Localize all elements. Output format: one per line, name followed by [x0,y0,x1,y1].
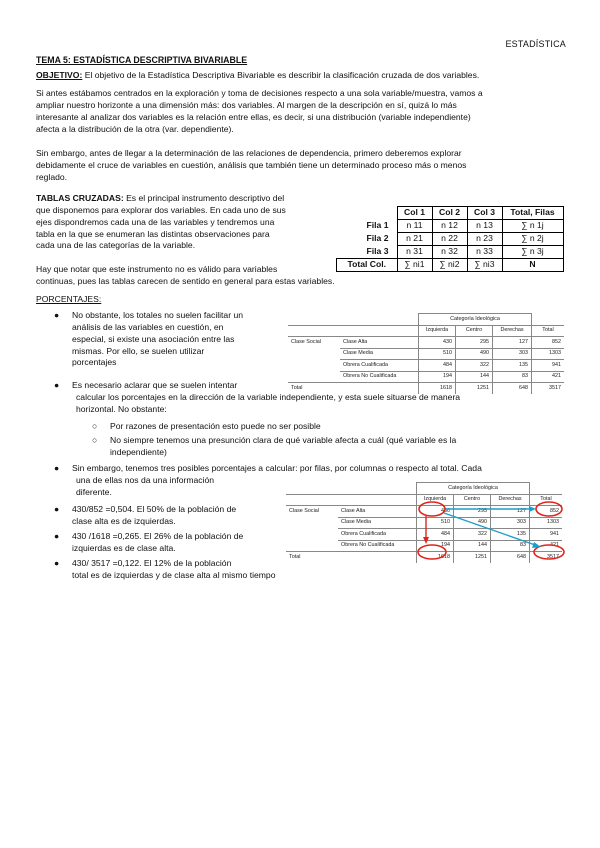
blank-cell [288,360,340,372]
document-subject-header: ESTADÍSTICA [505,39,566,49]
cross-table [336,206,564,272]
text-line: Hay que notar que este instrumento no es válido para variables [36,264,278,274]
table-cell: 941 [532,360,565,372]
bullet-item [72,504,282,528]
row-header: Clase Media [338,517,417,529]
table-cell: n 11 [397,220,432,233]
table-cell: 127 [493,337,532,349]
column-header: Total [532,325,565,337]
table-cell: 1303 [532,348,565,360]
objetivo-text: El objetivo de la Estadística Descriptiva Bivariable es describir la clasificación cruzada de dos variables. [82,70,480,80]
table-cell: 83 [493,371,532,383]
table-cell: 303 [491,517,530,529]
text-line: Es necesario aclarar que se suelen intentar [72,380,238,390]
table-row [337,233,564,246]
table-cell: n 32 [432,246,467,259]
row-header: Obrera No Cualificada [340,371,419,383]
annotation-overlay [286,482,586,572]
text-line: afecta a la distribución de la otra (var. dependiente). [36,123,234,134]
column-header: Derechas [493,325,532,337]
column-header: Centro [454,494,491,506]
table-cell: ∑ n 3j [502,246,563,259]
table-cell: 648 [493,383,532,394]
diagonal-arrow [444,513,538,546]
text-line: 430/ 3517 =0,122. El 12% de la población [72,558,232,568]
text-line: reglado. [36,171,68,182]
text-line: Sin embargo, tenemos tres posibles porcentajes a calcular: por filas, por columnas o respecto al total. Cada [72,463,482,473]
table-cell: 135 [493,360,532,372]
nota-paragraph [36,264,564,288]
column-header: Izquierda [419,325,456,337]
row-header: Obrera Cualificada [338,529,417,541]
bullet-dot: ● [54,558,60,568]
text-line: No siempre tenemos una presunción clara de qué variable afecta a cuál (qué variable es la [110,435,457,445]
table-cell: 648 [491,552,530,563]
text-line: Si antes estábamos centrados en la exploración y toma de decisiones respecto a una sola variable/muestra, vamos a [36,88,483,98]
cross-table-container [336,206,564,272]
column-header: Derechas [491,494,530,506]
blank-cell [288,348,340,360]
table-cell: 430 [419,337,456,349]
table-cell: 1303 [530,517,563,529]
text-line: total es de izquierdas y de clase alta al mismo tiempo [72,569,276,580]
diagonal-arrow-head [532,542,541,548]
text-line: análisis de las variables en cuestión, en [72,321,224,332]
table-cell: 852 [532,337,565,349]
blank-cell [340,325,419,337]
row-header: Total Col. [337,259,398,272]
circle-annotation [419,502,445,516]
text-line: que disponemos para explorar dos variables. En cada uno de sus [36,204,286,215]
bullet-item [72,531,282,555]
table-cell: 295 [454,506,491,518]
row-variable-label: Clase Social [286,506,338,518]
table-cell: 430 [417,506,454,518]
table-cell: N [502,259,563,272]
table-cell: ∑ n 1j [502,220,563,233]
objetivo-label: OBJETIVO: [36,70,83,80]
column-header: Centro [456,325,493,337]
table-cell: 144 [456,371,493,383]
table-cell: n 21 [397,233,432,246]
table-cell: ∑ ni2 [432,259,467,272]
text-line: ampliar nuestro horizonte a una dimensión más: dos variables. Al margen de la descripción en sí, quizá lo más [36,99,457,110]
intro-paragraph [36,88,564,135]
text-line: ejes dispondremos cada una de las variables y tendremos una [36,216,275,227]
table-cell: 484 [419,360,456,372]
table-cell: ∑ ni1 [397,259,432,272]
row-header: Clase Alta [340,337,419,349]
text-line: 430 /1618 =0,265. El 26% de la población de [72,531,244,541]
bullet-dot: ● [54,531,60,541]
text-line: No obstante, los totales no suelen facilitar un [72,310,244,320]
table-cell: 1251 [456,383,493,394]
corner-cell [337,207,398,220]
table-row [337,220,564,233]
table-cell: ∑ n 2j [502,233,563,246]
table-cell: n 12 [432,220,467,233]
column-header: Col 3 [467,207,502,220]
blank-cell [340,314,419,326]
table-cell: n 13 [467,220,502,233]
text-line: debidamente el cruce de variables en cuestión, análisis que también tiene un determinado proceso más o menos [36,159,467,170]
row-header: Obrera Cualificada [340,360,419,372]
bullet-dot: ● [54,380,60,390]
table-cell: 303 [493,348,532,360]
bullet-dot: ● [54,504,60,514]
table-cell: 1618 [417,552,454,563]
table-cell: 83 [491,540,530,552]
text-line: 430/852 =0,504. El 50% de la población de [72,504,237,514]
table-cell: 484 [417,529,454,541]
group-header: Categoría Ideológica [417,483,530,495]
text-line: calcular los porcentajes en la dirección de la variable independiente, y esta suele situarse de manera [76,391,461,402]
table-cell: 490 [454,517,491,529]
table-cell: 421 [530,540,563,552]
text-line: cada una de las categorías de la variable. [36,240,196,251]
table-cell: 295 [456,337,493,349]
table-cell: 322 [456,360,493,372]
text-line: Sin embargo, antes de llegar a la determinación de las relaciones de dependencia, primero deberemos explorar [36,148,462,158]
text-line: diferente. [76,486,112,497]
tablas-label: TABLAS CRUZADAS: [36,193,124,203]
text-line: izquierdas es de clase alta. [72,542,176,553]
column-arrow-head [423,537,429,544]
text-line: una de ellas nos da una información [76,474,215,485]
spss-table-2-container [286,482,562,563]
row-header: Clase Alta [338,506,417,518]
table-cell: 510 [417,517,454,529]
table-cell: n 23 [467,233,502,246]
row-header: Clase Media [340,348,419,360]
objetivo-paragraph [36,70,564,82]
total-label: Total [286,552,338,563]
group-header: Categoría Ideológica [419,314,532,326]
sub-bullet-circle: ○ [92,435,98,445]
table-row [337,246,564,259]
table-cell: 194 [419,371,456,383]
table-cell: 127 [491,506,530,518]
row-header: Fila 2 [366,233,389,244]
text-line: horizontal. No obstante: [76,403,167,414]
tablas-cruzadas-paragraph [36,193,336,252]
table-cell: 421 [532,371,565,383]
blank-cell [532,314,565,326]
text-line: interesante al analizar dos variables es la relación entre ellas, es decir, si una distribución (variable independiente) [36,111,471,122]
bullet-item [72,380,562,416]
text-line: clase alta es de izquierdas. [72,515,176,526]
text-line: porcentajes [72,357,117,368]
sub-bullet-item [110,435,550,459]
table-cell: n 22 [432,233,467,246]
column-header: Col 2 [432,207,467,220]
table-cell: 144 [454,540,491,552]
second-paragraph [36,148,564,184]
sub-bullet-circle: ○ [92,421,98,431]
table-cell: 3517 [532,383,565,394]
total-label: Total [288,383,340,394]
table-cell: 1251 [454,552,491,563]
bullet-dot: ● [54,463,60,473]
blank-cell [288,325,340,337]
table-cell: 1618 [419,383,456,394]
text-line: Es el principal instrumento descriptivo del [123,193,285,203]
text-line: Por razones de presentación esto puede no ser posible [110,421,321,431]
circle-annotation [418,545,446,559]
table-cell: 941 [530,529,563,541]
table-cell: 135 [491,529,530,541]
column-header: Izquierda [417,494,454,506]
text-line: continuas, pues las tablas carecen de sentido en general para estas variables. [36,275,335,286]
table-cell: 3517 [530,552,563,563]
row-header: Obrera No Cualificada [338,540,417,552]
row-arrow-head [529,506,536,512]
text-line: especial, si existe una asociación entre las [72,333,235,344]
column-header: Total, Filas [502,207,563,220]
table-cell: 490 [456,348,493,360]
porcentajes-heading: PORCENTAJES: [36,294,102,304]
blank-cell [288,314,340,326]
row-header: Fila 3 [366,245,389,256]
text-line: tabla en la que se enumeran las distintas observaciones para [36,228,270,239]
row-header: Fila 1 [366,220,389,231]
bullet-dot: ● [54,310,60,320]
table-cell: 852 [530,506,563,518]
table-cell: 322 [454,529,491,541]
page-title: TEMA 5: ESTADÍSTICA DESCRIPTIVA BIVARIABLE [36,55,248,65]
circle-annotation [536,502,562,516]
table-cell: ∑ ni3 [467,259,502,272]
column-header: Total [530,494,563,506]
bullet-item [72,310,282,369]
text-line: mismas. Por ello, se suelen utilizar [72,345,205,356]
table-cell: n 31 [397,246,432,259]
table-cell: 510 [419,348,456,360]
table-cell: 194 [417,540,454,552]
sub-bullet-item [110,421,550,433]
column-header: Col 1 [397,207,432,220]
text-line: independiente) [110,446,167,457]
row-variable-label: Clase Social [288,337,340,349]
table-cell: n 33 [467,246,502,259]
